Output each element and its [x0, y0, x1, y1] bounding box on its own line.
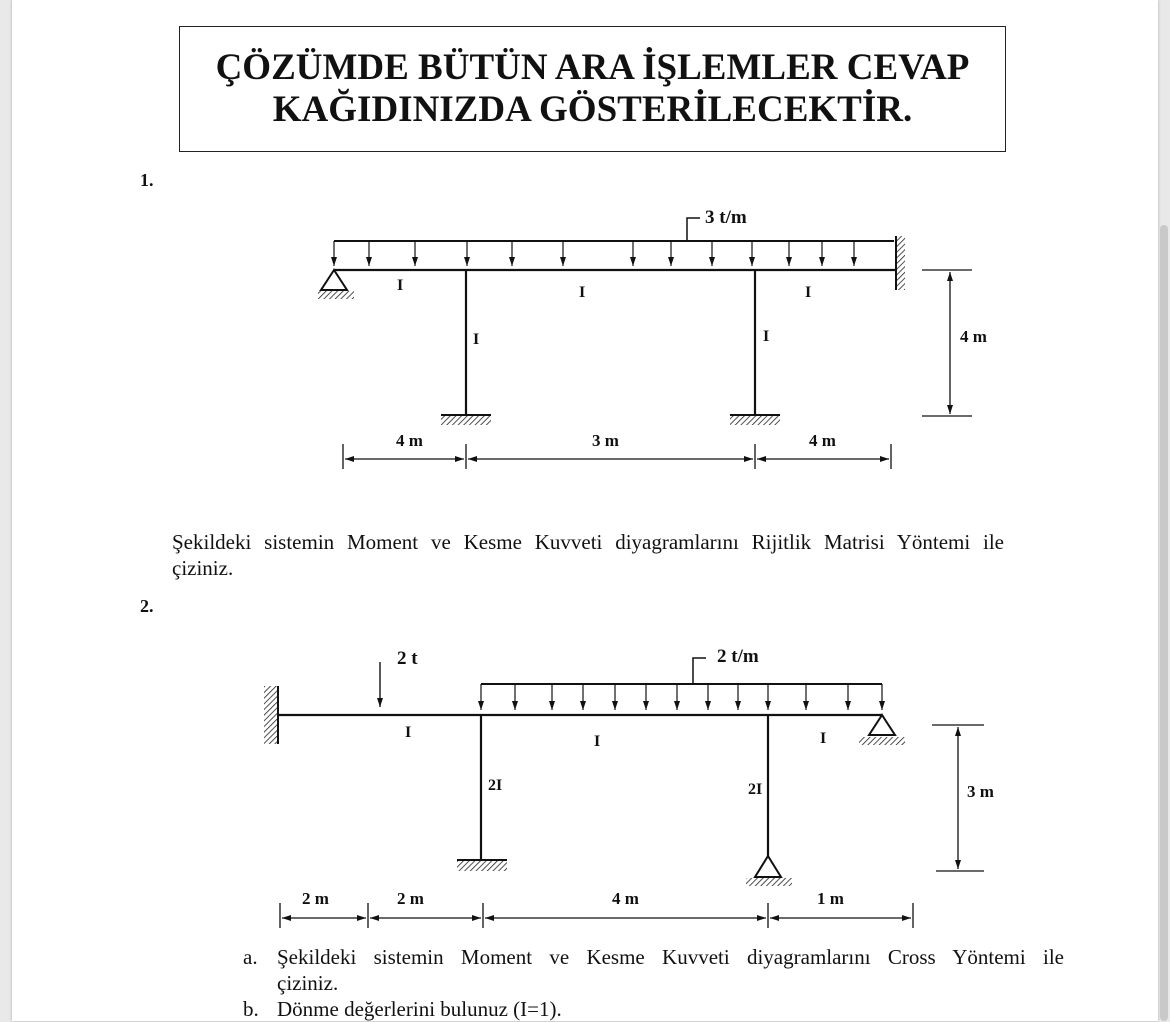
question-2-number: 2.: [140, 596, 154, 616]
inertia-1-col-right: I: [763, 328, 770, 345]
item-b-line-1: Dönme değerlerini bulunuz (I=1).: [277, 997, 562, 1021]
question-1-text-line-2: çiziniz.: [172, 556, 234, 580]
span-2c-label: 4 m: [612, 889, 639, 908]
fixed-support-1a: [441, 415, 491, 425]
load-2-label: 2 t/m: [717, 646, 759, 667]
span-2b-label: 2 m: [397, 889, 424, 908]
distributed-load-2-arrows: [481, 684, 882, 710]
fixed-support-1b: [730, 415, 780, 425]
span-1b-label: 3 m: [592, 431, 619, 450]
height-2-label: 3 m: [967, 782, 994, 801]
inertia-2-col-right: 2I: [748, 781, 763, 798]
span-1a-label: 4 m: [396, 431, 423, 450]
question-1-number: 1.: [140, 170, 154, 190]
figure-2-frame: [264, 646, 994, 928]
figure-1-frame: [318, 207, 987, 469]
inertia-1-col-left: I: [473, 331, 480, 348]
height-1-label: 4 m: [960, 327, 987, 346]
item-a-line-1: Şekildeki sistemin Moment ve Kesme Kuvveti diyagramlarını Cross Yöntemi ile: [277, 945, 1064, 969]
item-b-label: b.: [243, 997, 259, 1021]
item-a-text: [277, 944, 1064, 996]
load-2-leader: [693, 658, 706, 684]
load-1-label: 3 t/m: [705, 207, 747, 228]
item-b-text: [277, 996, 1064, 1022]
inertia-1-right: I: [805, 284, 812, 301]
item-a-label: a.: [243, 945, 258, 969]
inertia-2-left: I: [405, 724, 412, 741]
load-1-leader: [687, 218, 700, 241]
span-2d-label: 1 m: [817, 889, 844, 908]
span-1c-label: 4 m: [809, 431, 836, 450]
inertia-1-mid: I: [579, 284, 586, 301]
pin-support-1: [318, 270, 354, 299]
inertia-2-mid: I: [594, 733, 601, 750]
span-2a-label: 2 m: [302, 889, 329, 908]
pin-support-2a: [746, 856, 792, 886]
fixed-wall-1: [896, 236, 905, 290]
item-a-line-2: çiziniz.: [277, 971, 339, 995]
question-1-text-line-1: Şekildeki sistemin Moment ve Kesme Kuvveti diyagramlarını Rijitlik Matrisi Yöntemi ile: [172, 530, 1004, 554]
inertia-1-left: I: [397, 277, 404, 294]
inertia-2-right: I: [820, 730, 827, 747]
point-load-label: 2 t: [397, 648, 418, 669]
fixed-wall-2: [264, 686, 278, 744]
fixed-support-2: [457, 860, 507, 871]
pin-support-2b: [859, 715, 905, 745]
question-1-text: [172, 529, 1004, 581]
distributed-load-1-arrows: [334, 241, 854, 266]
instruction-line-1: ÇÖZÜMDE BÜTÜN ARA İŞLEMLER CEVAP: [215, 47, 970, 88]
inertia-2-col-left: 2I: [488, 777, 503, 794]
instruction-line-2: KAĞIDINIZDA GÖSTERİLECEKTİR.: [272, 89, 913, 130]
